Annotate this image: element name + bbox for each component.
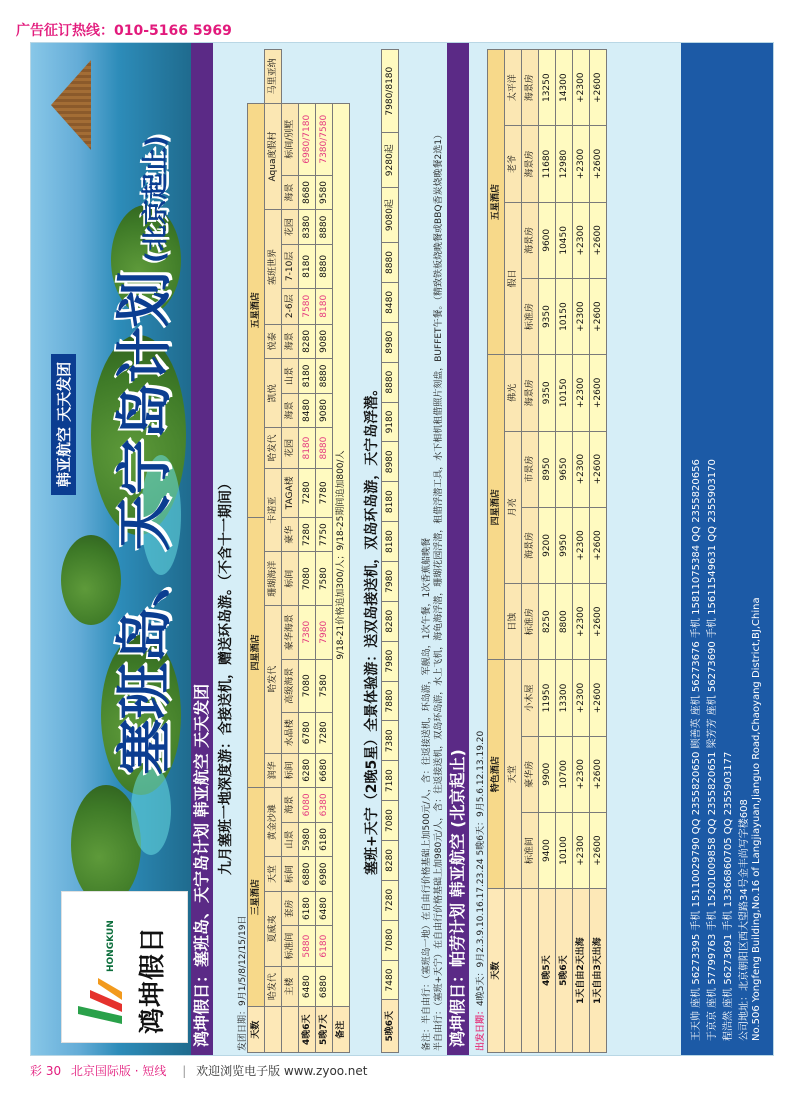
room-type-header: 海景房 — [522, 126, 539, 202]
table-header-row — [505, 50, 522, 1053]
price-cell: 7880 — [382, 681, 399, 721]
price-cell: +2300 — [573, 736, 590, 812]
hotel-name-header: 月亮 — [505, 431, 522, 584]
hotel-name-header: 哈发代 — [265, 428, 282, 469]
room-type-header: 海景 — [282, 393, 299, 428]
price-cell: 9200 — [539, 507, 556, 583]
room-type-header: 7-10层 — [282, 244, 299, 288]
table-row — [539, 50, 556, 1053]
hotel-group-header: 四星酒店 — [248, 517, 265, 787]
room-type-header: 海景房 — [522, 355, 539, 431]
hongkun-logo-icon — [72, 976, 126, 1028]
saipan-dates: 发团日期：9月1/5/8/12/15/19日 — [238, 915, 248, 1051]
price-cell: 7180 — [382, 761, 399, 801]
price-cell: 7280 — [316, 713, 333, 754]
hotel-group-header: 四星酒店 — [488, 355, 505, 660]
table-row — [316, 50, 333, 1053]
price-cell: 7980 — [382, 641, 399, 681]
contact-line: 于京京 座机 57799763 手机 15201009858 QQ 2355820651 梁芳芳 座机 56273690 手机 15611549631 QQ 2355903170 — [707, 459, 718, 1041]
price-cell: 9950 — [556, 507, 573, 583]
price-cell: 9400 — [539, 812, 556, 888]
price-cell: 8480 — [382, 282, 399, 322]
price-cell: 9580 — [316, 175, 333, 210]
room-type-header: 标准房 — [522, 278, 539, 354]
contact-line: 王天帅 座机 56273395 手机 15110029790 QQ 2355820650 顾善英 座机 56273676 手机 15811075384 QQ 2355820656 — [691, 459, 702, 1041]
price-cell: 5980 — [299, 822, 316, 857]
room-type-header: 豪华海景 — [282, 605, 299, 659]
price-cell: 8280 — [382, 840, 399, 880]
price-cell: 8880 — [382, 362, 399, 402]
room-type-header: 海景 — [282, 324, 299, 359]
hotel-group-header: 特色酒店 — [488, 660, 505, 889]
price-cell: +2300 — [573, 660, 590, 736]
price-cell: 7280 — [299, 468, 316, 517]
price-cell: 6280 — [299, 753, 316, 788]
price-cell: 6680 — [316, 753, 333, 788]
row-label-cell: 4晚6天 — [299, 1007, 316, 1053]
price-cell: 8180 — [299, 428, 316, 469]
price-cell: +2300 — [573, 126, 590, 202]
page-number: 彩 30 — [30, 1064, 62, 1078]
price-cell: +2300 — [573, 812, 590, 888]
price-cell: 10150 — [556, 355, 573, 431]
price-cell: 13250 — [539, 50, 556, 126]
contact-address-en: No.506 Yongfeng Building,No.16 of Langjiayuan,Jianguo Road,Chaoyang District,BJ,China — [751, 597, 762, 1041]
price-cell: +2600 — [590, 736, 607, 812]
price-cell: 8280 — [382, 601, 399, 641]
edition-label: 北京国际版 · 短线 — [70, 1064, 167, 1078]
tinian-headline: 塞班+天宁（2晚5星）全景体验游：送双岛接送机，双岛环岛游，天宁岛浮潜。 — [364, 381, 380, 875]
price-cell: 8480 — [299, 393, 316, 428]
price-cell: 6880 — [316, 966, 333, 1007]
brand-name-cn: 鸿坤假日 — [138, 925, 168, 1034]
table-header-row — [488, 50, 505, 1053]
hotel-name-header: Aqua度假村 — [265, 103, 282, 210]
saipan-band: 鸿坤假日：塞班岛、天宁岛计划 韩亚航空 天天发团 — [191, 43, 213, 1055]
table-header-row — [282, 50, 299, 1053]
price-cell: +2300 — [573, 431, 590, 507]
price-cell: 10100 — [556, 812, 573, 888]
price-cell: 7750 — [316, 517, 333, 552]
price-cell: 7380/7580 — [316, 103, 333, 175]
price-cell: 8980 — [382, 322, 399, 362]
palau-dates-text: 4晚5天：9月2.3.9.10.16.17.23.24 5晚6天：9月5.6.12.13.19.20 — [476, 730, 486, 1006]
banner-title — [101, 135, 181, 775]
price-cell: 8180 — [382, 482, 399, 522]
room-type-header: 标间 — [282, 753, 299, 788]
hotel-name-header: 哈发代 — [265, 966, 282, 1007]
price-cell: 8180 — [299, 244, 316, 288]
hotel-name-header: 凯悦 — [265, 359, 282, 428]
price-cell: 9350 — [539, 278, 556, 354]
room-type-header: 海景房 — [522, 202, 539, 278]
table-row — [590, 50, 607, 1053]
hotel-name-header: 珊瑚海洋 — [265, 552, 282, 606]
price-cell: 8980 — [382, 442, 399, 482]
hotel-name-header: 太平洋 — [505, 50, 522, 126]
hotel-group-header: 五星酒店 — [488, 50, 505, 355]
remark-cell: 9/18-21价格追加300/人；9/18-25期间追加800/人 — [333, 103, 350, 1007]
hotel-name-header: 佛光 — [505, 355, 522, 431]
rotated-ad-content — [31, 43, 773, 1055]
room-type-header: 2-6层 — [282, 288, 299, 324]
price-cell: 9900 — [539, 736, 556, 812]
room-type-header: 海景房 — [522, 50, 539, 126]
saipan-price-table — [247, 49, 350, 1053]
price-cell: 6480 — [299, 966, 316, 1007]
room-type-header: 花园 — [282, 210, 299, 245]
price-cell: 12980 — [556, 126, 573, 202]
price-cell: 9600 — [539, 202, 556, 278]
price-cell: 6080 — [299, 788, 316, 823]
price-cell: 8880 — [316, 428, 333, 469]
row-label-cell: 备注 — [333, 1007, 350, 1053]
room-type-header: 套房 — [282, 891, 299, 926]
price-cell: 8880 — [316, 210, 333, 245]
contact-line: 程浩然 座机 56273691 手机 13366860705 QQ 2355903177 — [723, 751, 734, 1041]
hotel-name-header: 哈发代 — [265, 605, 282, 753]
table-header-row — [265, 50, 282, 1053]
price-cell: +2300 — [573, 355, 590, 431]
hotel-name-header: 塞班世界 — [265, 210, 282, 324]
price-cell: 9080 — [316, 393, 333, 428]
price-cell: 7480 — [382, 960, 399, 1000]
row-label-cell — [505, 889, 522, 1053]
price-cell: 11680 — [539, 126, 556, 202]
palau-price-table — [487, 49, 607, 1053]
price-cell: +2600 — [590, 584, 607, 660]
hotel-name-header: 黄金沙滩 — [265, 788, 282, 857]
price-cell: +2300 — [573, 507, 590, 583]
price-cell: 13300 — [556, 660, 573, 736]
price-cell: +2300 — [573, 50, 590, 126]
price-cell: 8180 — [299, 359, 316, 394]
price-cell: 7980/8180 — [382, 50, 399, 133]
price-cell: 6980 — [316, 857, 333, 892]
price-cell: 8680 — [299, 175, 316, 210]
thatched-hut-icon — [51, 60, 91, 150]
room-type-header: 标准间 — [282, 926, 299, 967]
hotel-name-header: 悦泰 — [265, 324, 282, 359]
hotel-name-header: 天堂 — [505, 660, 522, 889]
price-cell: 8280 — [299, 324, 316, 359]
table-row — [573, 50, 590, 1053]
banner-title-text: 塞班岛、天宁岛计划 — [113, 271, 178, 775]
room-type-header: 标准房 — [522, 584, 539, 660]
room-type-header: 海景房 — [522, 507, 539, 583]
row-label-cell: 1天自由2天出海 — [573, 889, 590, 1053]
price-cell: 7080 — [299, 659, 316, 713]
price-cell: 8880 — [382, 243, 399, 283]
footer-separator: | — [182, 1064, 187, 1078]
price-cell: +2600 — [590, 812, 607, 888]
room-type-header: 小木屋 — [522, 660, 539, 736]
row-label-cell: 天数 — [488, 889, 505, 1053]
hotel-name-header: 日蚀 — [505, 584, 522, 660]
price-cell: +2600 — [590, 660, 607, 736]
hotel-name-header: 马里亚纳 — [265, 50, 282, 104]
price-cell: 6180 — [316, 926, 333, 967]
room-type-header: 标准间 — [522, 812, 539, 888]
row-label-cell: 5晚7天 — [316, 1007, 333, 1053]
room-type-header: 高级海景 — [282, 659, 299, 713]
price-cell: +2600 — [590, 202, 607, 278]
price-cell: +2300 — [573, 202, 590, 278]
price-cell: 6780 — [299, 713, 316, 754]
price-cell: +2600 — [590, 278, 607, 354]
page-footer — [30, 1062, 367, 1079]
price-cell: +2300 — [573, 278, 590, 354]
price-cell: 9350 — [539, 355, 556, 431]
room-type-header: 水晶楼 — [282, 713, 299, 754]
price-cell: 6480 — [316, 891, 333, 926]
ad-hotline: 广告征订热线：010-5166 5969 — [16, 23, 232, 39]
price-cell: 6980/7180 — [299, 103, 316, 175]
room-type-header: 标间 — [282, 857, 299, 892]
hotel-group-header: 五星酒店 — [248, 103, 265, 517]
hotel-name-header: 天堂 — [265, 857, 282, 892]
room-type-header: 市景房 — [522, 431, 539, 507]
room-type-header: 花园 — [282, 428, 299, 469]
price-cell: +2600 — [590, 50, 607, 126]
hotel-name-header: 假日 — [505, 202, 522, 355]
room-type-header: 山景 — [282, 822, 299, 857]
price-cell: 10150 — [556, 278, 573, 354]
price-cell: +2600 — [590, 431, 607, 507]
price-cell: 7080 — [382, 801, 399, 841]
room-type-header: 豪华房 — [522, 736, 539, 812]
price-cell: 8250 — [539, 584, 556, 660]
price-cell: 14300 — [556, 50, 573, 126]
price-cell: 7580 — [316, 659, 333, 713]
price-cell: +2600 — [590, 507, 607, 583]
hotel-name-header: 润华 — [265, 753, 282, 788]
price-cell: 8880 — [316, 359, 333, 394]
price-cell: 7980 — [316, 605, 333, 659]
price-cell: 10450 — [556, 202, 573, 278]
price-cell: 11950 — [539, 660, 556, 736]
price-cell: 7980 — [382, 561, 399, 601]
price-cell: 6180 — [316, 822, 333, 857]
price-cell: 8880 — [316, 244, 333, 288]
banner-carrier: 韩亚航空 天天发团 — [51, 354, 76, 495]
price-cell: 7580 — [299, 288, 316, 324]
price-cell: 8180 — [316, 288, 333, 324]
room-type-header: TAGA楼 — [282, 468, 299, 517]
price-cell: 8180 — [382, 522, 399, 562]
row-label-cell — [282, 1007, 299, 1053]
row-label-cell: 1天自由3天出海 — [590, 889, 607, 1053]
lagoon-shape — [131, 765, 171, 855]
table-row — [556, 50, 573, 1053]
hotel-name-header: 卡诺亚 — [265, 468, 282, 552]
price-cell: +2600 — [590, 355, 607, 431]
palau-band: 鸿坤假日：帕劳计划 韩亚航空 (北京起止) — [447, 43, 469, 1055]
table-header-row — [522, 50, 539, 1053]
row-label-cell: 4晚5天 — [539, 889, 556, 1053]
row-label-cell: 天数 — [248, 1007, 265, 1053]
tinian-note-1: 备注：半自由行：（塞班岛一地）在自由行价格基础上加500元/人，含：往返接送机，环岛游，军舰岛，1次午餐，1次香蕉船晚餐 — [422, 537, 432, 1051]
price-cell: 5880 — [299, 926, 316, 967]
room-type-header: 主楼 — [282, 966, 299, 1007]
island-photo — [31, 43, 191, 1055]
room-type-header: 海景 — [282, 788, 299, 823]
price-cell: 10700 — [556, 736, 573, 812]
banner-subtitle: (北京起止) — [141, 135, 171, 263]
room-type-header: 标间/别墅 — [282, 103, 299, 175]
price-cell: 9080起 — [382, 188, 399, 243]
price-cell: +2300 — [573, 584, 590, 660]
price-cell: 9180 — [382, 402, 399, 442]
magazine-page — [30, 42, 774, 1056]
contact-address-cn: 公司地址：北京朝阳区西大望路34号金丰尚写字楼608 — [739, 799, 750, 1041]
price-cell: 7280 — [382, 880, 399, 920]
row-label-cell — [522, 889, 539, 1053]
price-cell: +2600 — [590, 126, 607, 202]
price-cell: 6180 — [299, 891, 316, 926]
table-row — [382, 50, 399, 1053]
table-header-row — [248, 50, 265, 1053]
ebook-promo: 欢迎浏览电子版 www.zyoo.net — [196, 1064, 368, 1078]
price-cell: 7380 — [382, 721, 399, 761]
contact-panel — [681, 43, 773, 1055]
room-type-header: 标间 — [282, 552, 299, 606]
room-type-header: 山景 — [282, 359, 299, 394]
price-cell: 8800 — [556, 584, 573, 660]
price-cell: 7380 — [299, 605, 316, 659]
price-cell: 6880 — [299, 857, 316, 892]
table-row — [299, 50, 316, 1053]
tinian-price-table — [381, 49, 399, 1053]
hotel-name-header: 老爷 — [505, 126, 522, 202]
price-cell: 8380 — [299, 210, 316, 245]
saipan-headline: 九月塞班一地深度游：含接送机，赠送环岛游。（不含十一期间） — [218, 476, 234, 875]
hotel-group-header: 三星酒店 — [248, 788, 265, 1007]
price-cell: 7080 — [299, 552, 316, 606]
price-cell: 6380 — [316, 788, 333, 823]
price-cell: 9650 — [556, 431, 573, 507]
row-label-cell: 5晚6天 — [382, 1000, 399, 1053]
price-cell: 9280起 — [382, 133, 399, 188]
row-label-cell: 5晚6天 — [556, 889, 573, 1053]
brand-name-en: HONGKUN — [106, 920, 116, 972]
price-cell: 7080 — [382, 920, 399, 960]
price-cell: 9080 — [316, 324, 333, 359]
palau-dates-label: 出发日期： — [476, 1005, 486, 1051]
price-cell: 8950 — [539, 431, 556, 507]
price-cell: 7580 — [316, 552, 333, 606]
table-row — [333, 50, 350, 1053]
hotel-name-header: 夏威夷 — [265, 891, 282, 966]
room-type-header: 海景 — [282, 175, 299, 210]
brand-logo — [61, 891, 188, 1043]
tinian-note-2: 半自由行：（塞班+天宁）在自由行价格基础上加980元/人，含：往返接送机，双岛环岛游，水上飞机，海龟海浮潜，珊瑚花园浮潜，租借浮潜工具，水下相机租借照片刻盘，BUFFET午餐。（精致铁板烧晚餐或BBQ香炭烧晚餐2选1） — [434, 130, 444, 1051]
palau-dates — [473, 731, 486, 1051]
price-cell: 7780 — [316, 468, 333, 517]
row-label-cell — [265, 1007, 282, 1053]
price-cell: 7280 — [299, 517, 316, 552]
room-type-header: 豪华 — [282, 517, 299, 552]
